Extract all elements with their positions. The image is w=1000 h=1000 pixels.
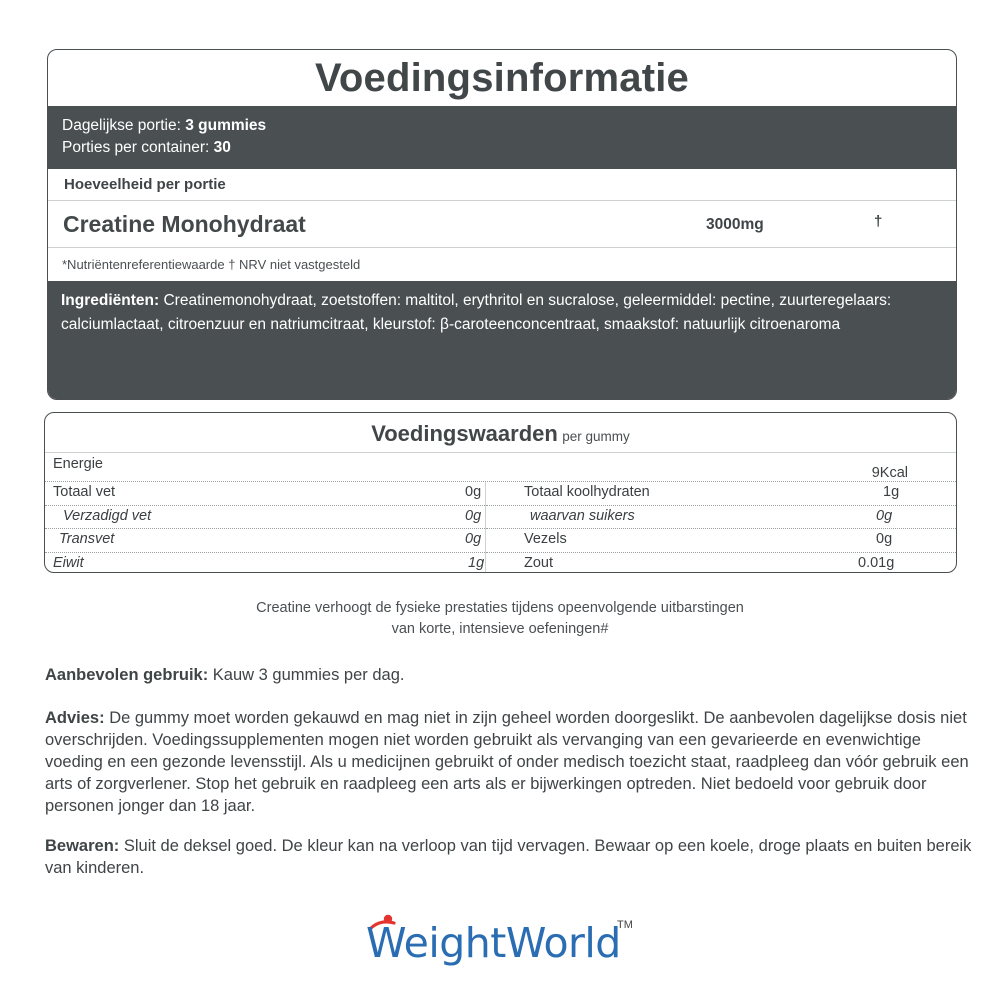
usage-paragraph [45, 664, 975, 686]
advice-paragraph [45, 707, 975, 817]
values-title-sub: per gummy [562, 429, 630, 444]
advice-text: De gummy moet worden gekauwd en mag niet in zijn geheel worden doorgeslikt. De aanbevolen dagelijkse dosis niet overschrijden. Voedingssupplementen mogen niet worden gebruikt als vervanging van een gevarieerde en evenwichtige voeding en een gezonde levensstijl. Als u medicijnen gebruikt of onder medisch toezicht staat, raadpleeg dan vóór gebruik een arts of zorgverlener. Stop het gebruik en raadpleeg een arts als er bijwerkingen optreden. Niet bedoeld voor gebruik door personen jonger dan 18 jaar. [45, 709, 969, 815]
daily-serving [62, 115, 942, 137]
table-row [486, 529, 956, 553]
row-value: 1g [883, 484, 900, 500]
ingredient-name: Creatine Monohydraat [63, 211, 306, 237]
row-label: Zout [524, 554, 554, 571]
storage-paragraph [45, 835, 975, 879]
daily-serving-label: Dagelijkse portie: [62, 117, 186, 134]
table-row [486, 553, 956, 574]
row-label: Totaal vet [53, 484, 116, 500]
row-label: Totaal koolhydraten [524, 484, 650, 500]
values-left-column [45, 482, 486, 573]
row-label: Vezels [524, 531, 567, 547]
claim-line-1: Creatine verhoogt de fysieke prestaties tijdens opeenvolgende uitbarstingen [256, 600, 744, 616]
storage-text: Sluit de deksel goed. De kleur kan na verloop van tijd vervagen. Bewaar op een koele, droge plaats en buiten bereik van kinderen. [45, 837, 972, 877]
energy-value: 9Kcal [871, 465, 908, 481]
logo-wordmark: WeightWorld [366, 919, 621, 967]
storage-label: Bewaren: [45, 837, 120, 855]
servings-per-container [62, 137, 942, 159]
ingredients-block [48, 281, 956, 400]
trademark-symbol: TM [617, 919, 633, 931]
ingredient-nrv-mark: † [874, 213, 883, 230]
values-right-column [486, 482, 956, 573]
table-row [45, 506, 485, 530]
row-value: 0g [465, 507, 482, 524]
panel-title: Voedingsinformatie [314, 56, 689, 100]
advice-label: Advies: [45, 709, 105, 727]
energy-label: Energie [53, 456, 103, 472]
row-value: 0g [465, 484, 482, 500]
row-label: Verzadigd vet [63, 507, 152, 524]
table-row [45, 529, 485, 553]
row-value: 1g [468, 554, 485, 571]
usage-text: Kauw 3 gummies per dag. [208, 666, 405, 684]
row-label: Eiwit [53, 554, 84, 571]
ingredient-row [48, 201, 956, 248]
ingredient-quantity: 3000mg [706, 216, 764, 233]
ingredients-label: Ingrediënten: [61, 292, 160, 309]
nutrition-values-panel [44, 412, 957, 573]
weightworld-logo [362, 913, 642, 973]
servings-label: Porties per container: [62, 139, 214, 156]
serving-info [48, 106, 956, 169]
values-title-main: Voedingswaarden [371, 421, 558, 446]
row-value: 0g [876, 507, 893, 524]
table-row [486, 482, 956, 506]
table-row [486, 506, 956, 530]
table-row [45, 482, 485, 506]
values-title [45, 413, 956, 453]
table-row [45, 553, 485, 574]
servings-value: 30 [213, 139, 231, 156]
usage-label: Aanbevolen gebruik: [45, 666, 209, 684]
row-value: 0.01g [858, 554, 895, 571]
health-claim [0, 598, 1000, 640]
row-label: Transvet [59, 531, 115, 547]
row-value: 0g [876, 531, 893, 547]
claim-line-2: van korte, intensieve oefeningen# [391, 621, 609, 637]
daily-serving-value: 3 gummies [185, 117, 267, 134]
energy-row [45, 453, 956, 482]
amount-per-serving-header: Hoeveelheid per portie [48, 169, 956, 201]
row-label: waarvan suikers [530, 507, 635, 524]
ingredients-text: Creatinemonohydraat, zoetstoffen: maltitol, erythritol en sucralose, geleermiddel: pectine, zuurteregelaars: calciumlactaat, citroenzuur en natriumcitraat, kleurstof: β-caroteenconcentraat, smaakstof: natuurlijk citroenaroma [61, 292, 892, 333]
nrv-footnote: *Nutriëntenreferentiewaarde † NRV niet vastgesteld [62, 257, 361, 272]
nutrition-info-panel [47, 49, 957, 400]
row-value: 0g [465, 531, 482, 547]
